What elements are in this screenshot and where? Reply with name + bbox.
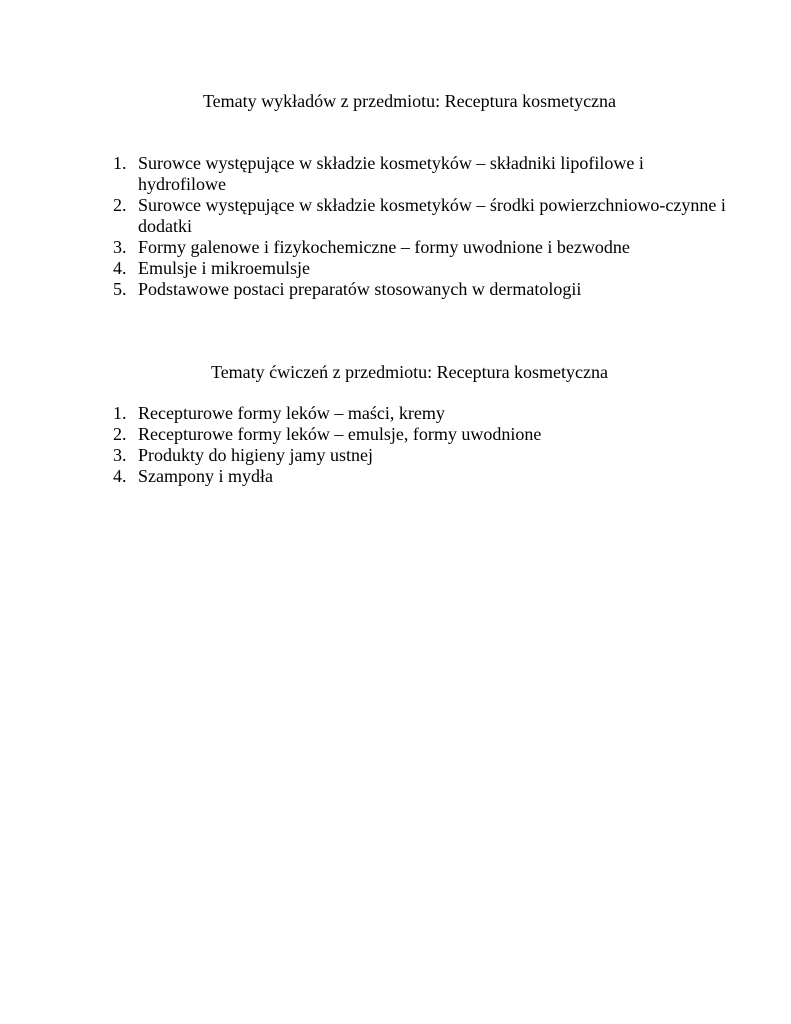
list-item-number: 3. bbox=[113, 237, 127, 257]
list-item-number: 1. bbox=[113, 153, 127, 173]
list-item bbox=[113, 153, 733, 195]
list-item-text: Surowce występujące w składzie kosmetyków – środki powierzchniowo-czynne i dodatki bbox=[138, 195, 726, 236]
list-item bbox=[113, 403, 733, 424]
list-item-text: Recepturowe formy leków – maści, kremy bbox=[138, 403, 445, 423]
list-item bbox=[113, 195, 733, 237]
list-item bbox=[113, 445, 733, 466]
list-item-number: 5. bbox=[113, 279, 127, 299]
exercises-heading: Tematy ćwiczeń z przedmiotu: Receptura kosmetyczna bbox=[210, 362, 609, 382]
list-item bbox=[113, 258, 733, 279]
list-item-number: 2. bbox=[113, 195, 127, 215]
list-item-text: Surowce występujące w składzie kosmetyków – składniki lipofilowe i hydrofilowe bbox=[138, 153, 644, 194]
list-item-text: Produkty do higieny jamy ustnej bbox=[138, 445, 373, 465]
list-item-text: Podstawowe postaci preparatów stosowanych w dermatologii bbox=[138, 279, 582, 299]
list-item-number: 4. bbox=[113, 258, 127, 278]
list-item-number: 3. bbox=[113, 445, 127, 465]
list-item bbox=[113, 237, 733, 258]
list-item-text: Szampony i mydła bbox=[138, 466, 273, 486]
lectures-heading: Tematy wykładów z przedmiotu: Receptura kosmetyczna bbox=[202, 91, 617, 111]
list-item bbox=[113, 279, 733, 300]
lectures-topic-list bbox=[113, 153, 733, 300]
list-item-text: Emulsje i mikroemulsje bbox=[138, 258, 310, 278]
list-item-text: Formy galenowe i fizykochemiczne – formy uwodnione i bezwodne bbox=[138, 237, 630, 257]
exercises-topic-list bbox=[113, 403, 733, 487]
list-item-number: 1. bbox=[113, 403, 127, 423]
list-item bbox=[113, 466, 733, 487]
list-item-number: 2. bbox=[113, 424, 127, 444]
list-item-number: 4. bbox=[113, 466, 127, 486]
list-item bbox=[113, 424, 733, 445]
list-item-text: Recepturowe formy leków – emulsje, formy uwodnione bbox=[138, 424, 542, 444]
